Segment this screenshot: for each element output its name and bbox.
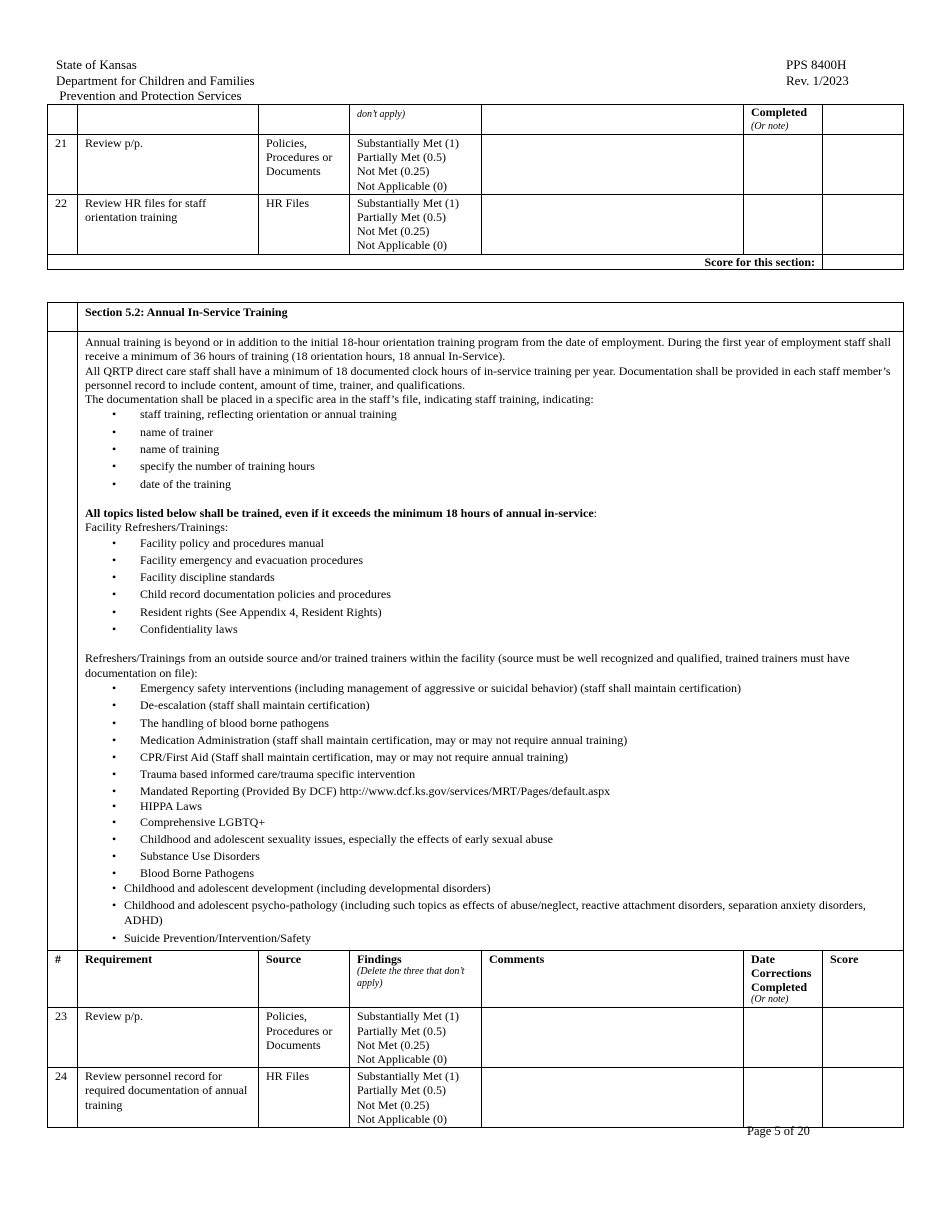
outside-list-continued <box>85 881 896 946</box>
col-header-comments: Comments <box>482 950 744 1008</box>
facility-list <box>85 535 896 639</box>
table-row <box>48 1068 904 1128</box>
row-comments[interactable] <box>482 194 744 254</box>
row-requirement: Review personnel record for required documentation of annual training <box>78 1068 259 1128</box>
header-revision: Rev. 1/2023 <box>786 72 849 88</box>
intro-paragraph: All QRTP direct care staff shall have a minimum of 18 documented clock hours of in-service training per year. Documentation shall be provided in each staff member’s personnel record to include content, amount of time, trainer, and qualifications. <box>85 363 891 392</box>
list-item: • name of trainer <box>85 424 896 441</box>
list-item: • staff training, reflecting orientation or annual training <box>85 406 896 423</box>
row-score[interactable] <box>823 135 904 195</box>
list-item: • Blood Borne Pathogens <box>85 866 896 881</box>
list-item: • The handling of blood borne pathogens <box>85 715 896 732</box>
column-header-row <box>48 950 904 1008</box>
list-item: • Resident rights (See Appendix 4, Resident Rights) <box>85 604 896 621</box>
findings-note-cont: don’t apply) <box>357 109 406 120</box>
list-item: • Facility discipline standards <box>85 569 896 586</box>
col-header-score: Score <box>823 950 904 1008</box>
facility-label: Facility Refreshers/Trainings: <box>85 520 229 535</box>
continued-table <box>47 104 904 270</box>
row-comments[interactable] <box>482 135 744 195</box>
list-item: • name of training <box>85 441 896 458</box>
section-title: Section 5.2: Annual In-Service Training <box>78 303 904 332</box>
row-requirement: Review p/p. <box>78 135 259 195</box>
row-source: Policies, Procedures or Documents <box>259 135 350 195</box>
row-source: Policies, Procedures or Documents <box>259 1008 350 1068</box>
score-row <box>48 254 904 269</box>
topics-heading: All topics listed below shall be trained, even if it exceeds the minimum 18 hours of annual in-service: <box>85 505 597 520</box>
row-findings: Substantially Met (1) Partially Met (0.5) Not Met (0.25) Not Applicable (0) <box>350 135 482 195</box>
list-item: • Facility policy and procedures manual <box>85 535 896 552</box>
col-header-number: # <box>48 950 78 1008</box>
row-requirement: Review HR files for staff orientation training <box>78 194 259 254</box>
list-item: • Comprehensive LGBTQ+ <box>85 814 896 831</box>
list-item: • Emergency safety interventions (including management of aggressive or suicidal behavior) (staff shall maintain certification) <box>85 680 896 697</box>
col-header-requirement: Requirement <box>78 950 259 1008</box>
list-item: • Medication Administration (staff shall maintain certification, may or may not require annual training) <box>85 732 896 749</box>
intro-paragraph: Annual training is beyond or in addition to the initial 18-hour orientation training program from the date of employment. During the first year of employment staff shall receive a minimum of 36 hours of training (18 orientation hours, 18 annual In-Service). <box>85 335 891 364</box>
row-date[interactable] <box>744 135 823 195</box>
row-date[interactable] <box>744 194 823 254</box>
row-source: HR Files <box>259 194 350 254</box>
header-department: Department for Children and Families <box>56 72 255 88</box>
section-body-row <box>48 332 904 951</box>
list-item: • date of the training <box>85 476 896 493</box>
list-item: • Childhood and adolescent sexuality issues, especially the effects of early sexual abuse <box>85 831 896 848</box>
list-item: • Childhood and adolescent development (including developmental disorders) <box>85 881 896 896</box>
row-source: HR Files <box>259 1068 350 1128</box>
list-item: • Confidentiality laws <box>85 621 896 638</box>
list-item: • Child record documentation policies and procedures <box>85 586 896 603</box>
table-row <box>48 1008 904 1068</box>
section-score-cell[interactable] <box>823 254 904 269</box>
row-date[interactable] <box>744 1008 823 1068</box>
outside-label: Refreshers/Trainings from an outside source and/or trained trainers within the facility (source must be well recognized and qualified, trained trainers must have documentation on file): <box>85 651 850 680</box>
documentation-list <box>85 406 896 492</box>
list-item: • CPR/First Aid (Staff shall maintain certification, may or may not require annual training) <box>85 749 896 766</box>
header-form-number: PPS 8400H <box>786 57 847 72</box>
page-number: Page 5 of 20 <box>747 1124 810 1138</box>
continued-header-row <box>48 105 904 135</box>
table-row <box>48 194 904 254</box>
outside-list <box>85 680 896 881</box>
date-label-cont: Completed <box>751 105 807 119</box>
list-item: • Facility emergency and evacuation procedures <box>85 552 896 569</box>
section-body <box>78 332 904 951</box>
row-findings: Substantially Met (1) Partially Met (0.5) Not Met (0.25) Not Applicable (0) <box>350 1068 482 1128</box>
header-left <box>56 57 255 104</box>
row-comments[interactable] <box>482 1008 744 1068</box>
list-item: • De-escalation (staff shall maintain certification) <box>85 697 896 714</box>
row-number: 23 <box>48 1008 78 1068</box>
row-comments[interactable] <box>482 1068 744 1128</box>
list-item: • specify the number of training hours <box>85 458 896 475</box>
date-note-cont: (Or note) <box>751 121 789 132</box>
header-division: Prevention and Protection Services <box>56 88 242 103</box>
col-header-date: Date Corrections Completed (Or note) <box>744 950 823 1008</box>
col-header-source: Source <box>259 950 350 1008</box>
row-requirement: Review p/p. <box>78 1008 259 1068</box>
row-number: 22 <box>48 194 78 254</box>
row-score[interactable] <box>823 194 904 254</box>
row-number: 24 <box>48 1068 78 1128</box>
row-date[interactable] <box>744 1068 823 1128</box>
row-findings: Substantially Met (1) Partially Met (0.5) Not Met (0.25) Not Applicable (0) <box>350 194 482 254</box>
list-item: • Substance Use Disorders <box>85 848 896 865</box>
col-header-findings: Findings (Delete the three that don’t apply) <box>350 950 482 1008</box>
row-score[interactable] <box>823 1068 904 1128</box>
list-item: • Trauma based informed care/trauma specific intervention <box>85 766 896 783</box>
section-table <box>47 302 904 1128</box>
table-row <box>48 135 904 195</box>
section-title-row <box>48 303 904 332</box>
header-state: State of Kansas <box>56 57 137 72</box>
header-right <box>786 57 849 88</box>
list-item: • HIPPA Laws <box>85 799 896 814</box>
list-item: • Mandated Reporting (Provided By DCF) http://www.dcf.ks.gov/services/MRT/Pages/default.aspx <box>85 784 896 799</box>
score-label: Score for this section: <box>48 254 823 269</box>
intro-paragraph: The documentation shall be placed in a specific area in the staff’s file, indicating staff training, indicating: <box>85 392 594 407</box>
list-item: • Childhood and adolescent psycho-pathology (including such topics as effects of abuse/neglect, reactive attachment disorders, separation anxiety disorders, ADHD) <box>85 896 896 929</box>
row-score[interactable] <box>823 1008 904 1068</box>
row-number: 21 <box>48 135 78 195</box>
list-item: • Suicide Prevention/Intervention/Safety <box>85 929 896 946</box>
row-findings: Substantially Met (1) Partially Met (0.5) Not Met (0.25) Not Applicable (0) <box>350 1008 482 1068</box>
